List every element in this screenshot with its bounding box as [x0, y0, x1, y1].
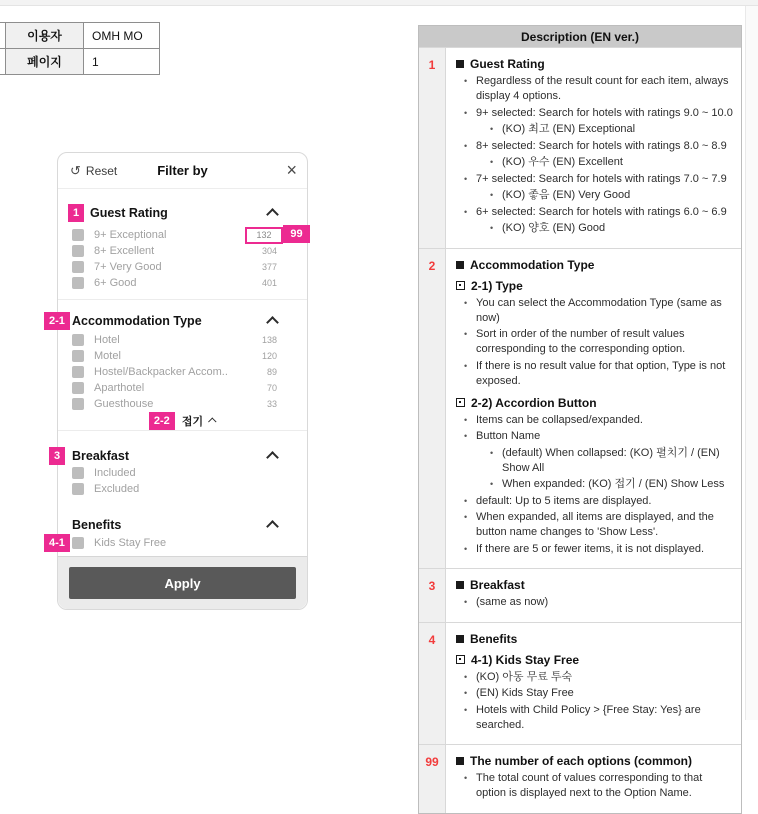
filter-option-label: 6+ Good	[94, 277, 137, 289]
bullet-item	[456, 74, 733, 104]
filter-option-row	[72, 465, 293, 481]
square-bullet-icon	[456, 261, 464, 269]
checkbox[interactable]	[72, 366, 84, 378]
heading-text: Accommodation Type	[470, 257, 595, 272]
bullet-text: When expanded: (KO) 접기 / (EN) Show Less	[502, 478, 725, 490]
bullet-icon: •	[464, 495, 468, 506]
meta-info-table	[0, 22, 160, 75]
bullet-text: (KO) 최고 (EN) Exceptional	[502, 123, 636, 135]
checkbox[interactable]	[72, 483, 84, 495]
row-content	[446, 249, 741, 569]
subheading-text: 2-2) Accordion Button	[471, 395, 597, 410]
bullet-item	[456, 446, 733, 476]
bullet-icon: •	[490, 223, 494, 233]
filter-option-label: 8+ Excellent	[94, 245, 155, 257]
bullet-icon: •	[464, 329, 468, 339]
bullet-icon: •	[464, 140, 468, 151]
apply-button[interactable]: Apply	[69, 567, 296, 599]
bullet-item	[456, 172, 733, 187]
bullet-icon: •	[464, 414, 468, 425]
table-row	[419, 622, 741, 745]
filter-option-row	[72, 332, 293, 348]
option-count: 33	[266, 399, 277, 409]
filter-section-items	[58, 227, 307, 291]
option-count: 377	[261, 262, 277, 272]
bullet-text: The total count of values corresponding to that option is displayed next to the Option Name.	[476, 772, 703, 799]
filter-option-label: Excluded	[94, 483, 140, 495]
annotation-tag: 3	[49, 447, 65, 465]
bullet-item	[456, 139, 733, 154]
bullet-item	[456, 106, 733, 121]
filter-option-row	[72, 259, 293, 275]
bullet-text: Items can be collapsed/expanded.	[476, 413, 643, 426]
bullet-text: default: Up to 5 items are displayed.	[476, 494, 652, 507]
annotation-tag: 1	[68, 204, 84, 222]
reset-icon: ↺	[70, 163, 81, 178]
bullet-item	[456, 542, 733, 557]
content-heading	[456, 578, 733, 592]
reset-button[interactable]	[70, 153, 117, 188]
content-heading	[456, 258, 733, 272]
filter-option-row	[72, 364, 293, 380]
filter-section-title: Benefits	[72, 518, 122, 532]
row-number: 3	[419, 569, 446, 622]
content-subheading	[456, 396, 733, 410]
annotation-tag: 99	[283, 225, 310, 243]
bullet-item	[456, 595, 733, 610]
bullet-text: When expanded, all items are displayed, and the button name changes to 'Show Less'.	[476, 511, 714, 538]
filter-option-label: Hotel	[94, 334, 120, 346]
checkbox[interactable]	[72, 245, 84, 257]
collapse-button-label: 접기	[181, 416, 204, 428]
section-divider	[58, 430, 307, 431]
meta-value: 1	[84, 49, 160, 75]
bullet-text: If there are 5 or fewer items, it is not displayed.	[476, 542, 705, 555]
bullet-text: (KO) 양호 (EN) Good	[502, 222, 606, 234]
bullet-text: Sort in order of the number of result values corresponding to the corresponding option.	[476, 328, 686, 355]
bullet-icon: •	[464, 512, 468, 522]
page-right-gutter	[745, 6, 758, 720]
content-heading	[456, 57, 733, 71]
bullet-icon: •	[464, 76, 468, 86]
bullet-item	[456, 510, 733, 540]
heading-text: Guest Rating	[470, 57, 545, 71]
bullet-text: (KO) 좋음 (EN) Very Good	[502, 189, 631, 201]
table-row	[419, 744, 741, 813]
option-count: 89	[266, 367, 277, 377]
subheading-text: 4-1) Kids Stay Free	[471, 652, 580, 667]
row-content	[446, 48, 741, 248]
bullet-text: 7+ selected: Search for hotels with ratings 7.0 ~ 7.9	[476, 172, 727, 185]
content-subheading	[456, 653, 733, 667]
bullet-icon: •	[464, 773, 468, 783]
content-subheading	[456, 279, 733, 293]
square-bullet-icon	[456, 757, 464, 765]
reset-label: Reset	[85, 163, 118, 178]
bullet-item	[456, 296, 733, 326]
boxed-bullet-icon	[456, 281, 465, 290]
filter-panel-footer	[58, 556, 307, 609]
bullet-text: Hotels with Child Policy > {Free Stay: Yes} are searched.	[476, 703, 701, 731]
bullet-text: Regardless of the result count for each item, always display 4 options.	[476, 75, 729, 102]
bullet-item	[456, 670, 733, 685]
bullet-item	[456, 686, 733, 701]
bullet-text: (KO) 아동 무료 투숙	[476, 670, 573, 683]
bullet-item	[456, 327, 733, 357]
checkbox[interactable]	[72, 334, 84, 346]
chevron-up-icon[interactable]	[266, 208, 279, 221]
bullet-item	[456, 188, 733, 203]
filter-option-label: 9+ Exceptional	[94, 229, 167, 241]
checkbox[interactable]	[72, 537, 84, 549]
boxed-bullet-icon	[456, 398, 465, 407]
option-count: 120	[261, 351, 277, 361]
description-table	[418, 25, 742, 814]
checkbox[interactable]	[72, 350, 84, 362]
filter-option-row	[72, 275, 293, 291]
bullet-text: (default) When collapsed: (KO) 펼치기 / (EN) Show All	[502, 446, 720, 474]
meta-label: 페이지	[6, 49, 84, 75]
count-highlight-box: 132	[245, 227, 283, 244]
checkbox[interactable]	[72, 229, 84, 241]
heading-text: Breakfast	[470, 578, 525, 592]
annotation-tag: 4-1	[44, 534, 70, 552]
bullet-icon: •	[464, 107, 468, 118]
filter-option-row	[49, 535, 293, 551]
filter-panel-title: Filter by	[157, 163, 208, 178]
boxed-bullet-icon	[456, 655, 465, 664]
bullet-text: 6+ selected: Search for hotels with ratings 6.0 ~ 6.9	[476, 205, 727, 218]
checkbox[interactable]	[72, 277, 84, 289]
bullet-icon: •	[490, 124, 494, 134]
bullet-icon: •	[490, 157, 494, 167]
bullet-icon: •	[464, 431, 468, 441]
meta-label: 이용자	[6, 23, 84, 49]
bullet-item	[456, 122, 733, 137]
annotation-tag: 2-2	[149, 412, 175, 430]
bullet-icon: •	[464, 704, 468, 715]
row-content	[446, 623, 741, 745]
bullet-item	[456, 221, 733, 236]
table-row	[419, 47, 741, 248]
filter-section-items	[49, 535, 307, 551]
row-number: 2	[419, 249, 446, 569]
filter-option-row	[72, 396, 293, 412]
bullet-item	[456, 205, 733, 220]
option-count: 70	[266, 383, 277, 393]
square-bullet-icon	[456, 581, 464, 589]
close-icon[interactable]: ×	[286, 160, 297, 180]
content-heading	[456, 632, 733, 646]
bullet-item	[456, 771, 733, 801]
option-count: 401	[261, 278, 277, 288]
row-number: 4	[419, 623, 446, 745]
window-top-bar	[0, 0, 758, 6]
chevron-up-icon[interactable]	[266, 451, 279, 464]
collapse-button[interactable]	[58, 412, 307, 430]
bullet-icon: •	[464, 297, 468, 308]
filter-section-title: Breakfast	[72, 449, 129, 463]
bullet-text: (KO) 우수 (EN) Excellent	[502, 156, 623, 168]
checkbox[interactable]	[72, 382, 84, 394]
table-row	[419, 248, 741, 569]
bullet-icon: •	[464, 597, 468, 607]
filter-option-label: Aparthotel	[94, 382, 145, 394]
bullet-item	[456, 359, 733, 389]
bullet-icon: •	[464, 688, 468, 698]
bullet-item	[456, 155, 733, 170]
filter-option-row	[72, 227, 303, 243]
bullet-icon: •	[464, 360, 468, 371]
filter-section-title: Accommodation Type	[72, 314, 202, 328]
heading-text: Benefits	[470, 631, 518, 646]
section-divider	[58, 299, 307, 300]
square-bullet-icon	[456, 60, 464, 68]
filter-option-label: Guesthouse	[94, 398, 154, 410]
row-content	[446, 569, 741, 622]
bullet-icon: •	[464, 173, 468, 184]
bullet-item	[456, 429, 733, 444]
bullet-icon: •	[464, 206, 468, 217]
bullet-text: (same as now)	[476, 596, 549, 608]
filter-panel	[49, 152, 308, 610]
bullet-item	[456, 703, 733, 733]
filter-section-items	[58, 332, 307, 412]
filter-option-label: 7+ Very Good	[94, 261, 162, 273]
filter-option-row	[72, 243, 293, 259]
bullet-item	[456, 413, 733, 428]
filter-section-header	[54, 447, 293, 465]
bullet-icon: •	[490, 447, 494, 458]
chevron-up-icon[interactable]	[266, 520, 279, 533]
bullet-icon: •	[464, 671, 468, 682]
filter-option-label: Kids Stay Free	[94, 537, 167, 549]
table-row	[419, 568, 741, 622]
caret-up-icon	[208, 417, 216, 425]
filter-option-label: Hostel/Backpacker Accom..	[94, 366, 228, 378]
meta-value: OMH MO	[84, 23, 160, 49]
bullet-text: 9+ selected: Search for hotels with ratings 9.0 ~ 10.0	[476, 106, 733, 119]
filter-section-header	[72, 204, 293, 222]
checkbox[interactable]	[72, 467, 84, 479]
checkbox[interactable]	[72, 398, 84, 410]
bullet-icon: •	[490, 190, 494, 200]
bullet-text: If there is no result value for that option, Type is not exposed.	[476, 359, 726, 387]
bullet-icon: •	[464, 543, 468, 554]
filter-section-items	[58, 465, 307, 497]
filter-option-row	[72, 380, 293, 396]
bullet-text: 8+ selected: Search for hotels with ratings 8.0 ~ 8.9	[476, 139, 727, 152]
option-count: 304	[261, 246, 277, 256]
description-table-header: Description (EN ver.)	[419, 26, 741, 47]
filter-panel-body	[49, 204, 307, 551]
filter-option-label: Included	[94, 467, 136, 479]
subheading-text: 2-1) Type	[471, 278, 523, 293]
bullet-icon: •	[490, 479, 494, 489]
filter-section-header	[72, 516, 293, 534]
filter-option-row	[72, 481, 293, 497]
bullet-item	[456, 494, 733, 509]
bullet-text: You can select the Accommodation Type (same as now)	[476, 296, 722, 324]
bullet-text: Button Name	[476, 430, 541, 442]
bullet-item	[456, 477, 733, 492]
bullet-text: (EN) Kids Stay Free	[476, 687, 574, 699]
heading-text: The number of each options (common)	[470, 754, 693, 768]
filter-option-label: Motel	[94, 350, 121, 362]
annotation-tag: 2-1	[44, 312, 70, 330]
row-number: 1	[419, 48, 446, 248]
checkbox[interactable]	[72, 261, 84, 273]
filter-option-row	[72, 348, 293, 364]
filter-section-header	[49, 312, 293, 330]
filter-panel-header	[58, 153, 307, 189]
filter-section-title: Guest Rating	[90, 206, 168, 220]
content-heading	[456, 754, 733, 768]
row-number: 99	[419, 745, 446, 813]
row-content	[446, 745, 741, 813]
chevron-up-icon[interactable]	[266, 316, 279, 329]
square-bullet-icon	[456, 635, 464, 643]
option-count: 138	[261, 335, 277, 345]
